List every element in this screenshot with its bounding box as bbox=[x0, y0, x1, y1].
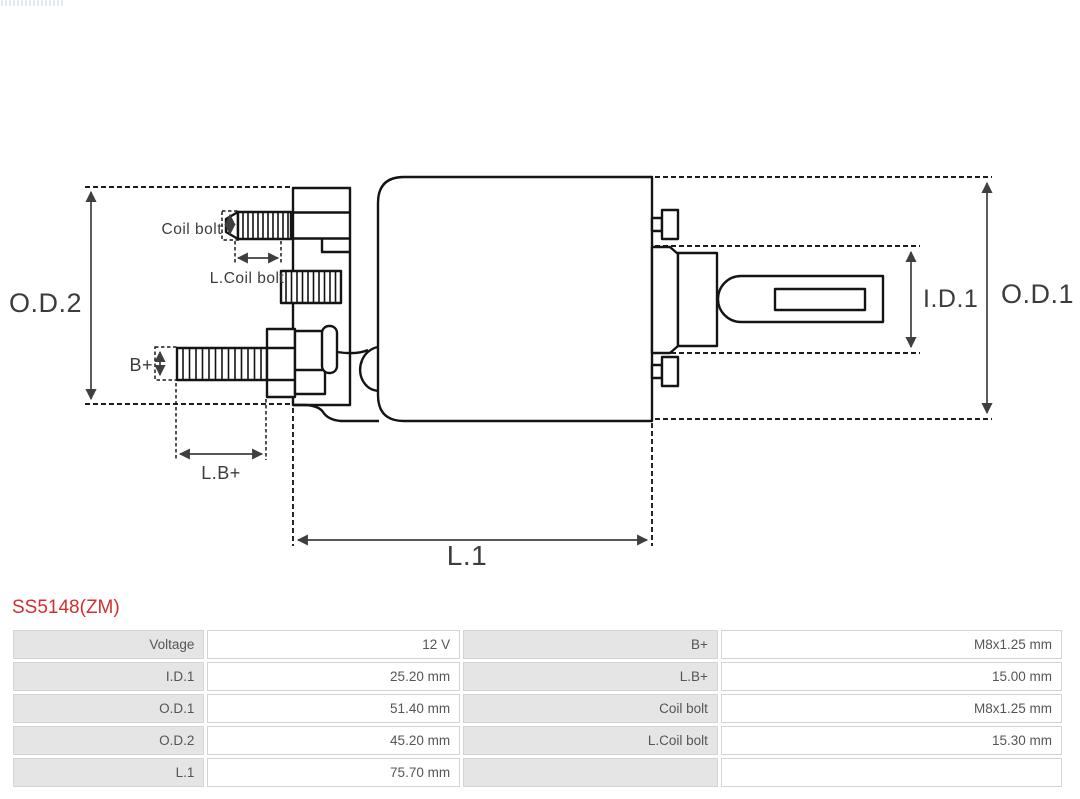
spec-value: 15.30 mm bbox=[721, 726, 1062, 755]
plunger-slot bbox=[775, 289, 865, 310]
coil-bolt-label: Coil bolt bbox=[161, 221, 222, 238]
spec-label: I.D.1 bbox=[13, 662, 204, 691]
spec-label: L.1 bbox=[13, 758, 204, 787]
table-row bbox=[13, 662, 1062, 691]
spec-value bbox=[721, 758, 1062, 787]
spec-label bbox=[463, 758, 718, 787]
spec-value: 25.20 mm bbox=[207, 662, 460, 691]
coil-bolt-terminal bbox=[226, 212, 291, 239]
spec-label: O.D.1 bbox=[13, 694, 204, 723]
spec-label: L.B+ bbox=[463, 662, 718, 691]
od1-label: O.D.1 bbox=[1001, 279, 1075, 309]
spec-value: M8x1.25 mm bbox=[721, 630, 1062, 659]
spec-label: Coil bolt bbox=[463, 694, 718, 723]
l1-label: L.1 bbox=[446, 540, 488, 571]
spec-table bbox=[10, 627, 1065, 790]
spec-label: O.D.2 bbox=[13, 726, 204, 755]
b-plus-label: B+ bbox=[129, 355, 153, 375]
id1-label: I.D.1 bbox=[923, 285, 979, 313]
top-stud-neck bbox=[652, 218, 662, 231]
table-row bbox=[13, 758, 1062, 787]
coil-thread-sleeve bbox=[281, 271, 341, 303]
table-row bbox=[13, 694, 1062, 723]
l-coil-bolt-label: L.Coil bolt bbox=[209, 270, 285, 287]
part-number: SS5148(ZM) bbox=[12, 597, 120, 618]
spec-value: M8x1.25 mm bbox=[721, 694, 1062, 723]
spec-label: B+ bbox=[463, 630, 718, 659]
od2-label: O.D.2 bbox=[8, 288, 82, 318]
table-row bbox=[13, 630, 1062, 659]
solenoid-body bbox=[378, 177, 652, 421]
top-stud-head bbox=[662, 210, 678, 239]
spec-value: 12 V bbox=[207, 630, 460, 659]
plunger-assembly bbox=[652, 210, 883, 386]
spec-value: 75.70 mm bbox=[207, 758, 460, 787]
spec-label: Voltage bbox=[13, 630, 204, 659]
spec-value: 45.20 mm bbox=[207, 726, 460, 755]
table-row bbox=[13, 726, 1062, 755]
bottom-stud-head bbox=[662, 357, 678, 386]
spec-value: 51.40 mm bbox=[207, 694, 460, 723]
spec-section bbox=[10, 597, 1065, 790]
bottom-stud-neck bbox=[652, 365, 662, 378]
lb-plus-label: L.B+ bbox=[201, 463, 241, 483]
spec-value: 15.00 mm bbox=[721, 662, 1062, 691]
spec-label: L.Coil bolt bbox=[463, 726, 718, 755]
